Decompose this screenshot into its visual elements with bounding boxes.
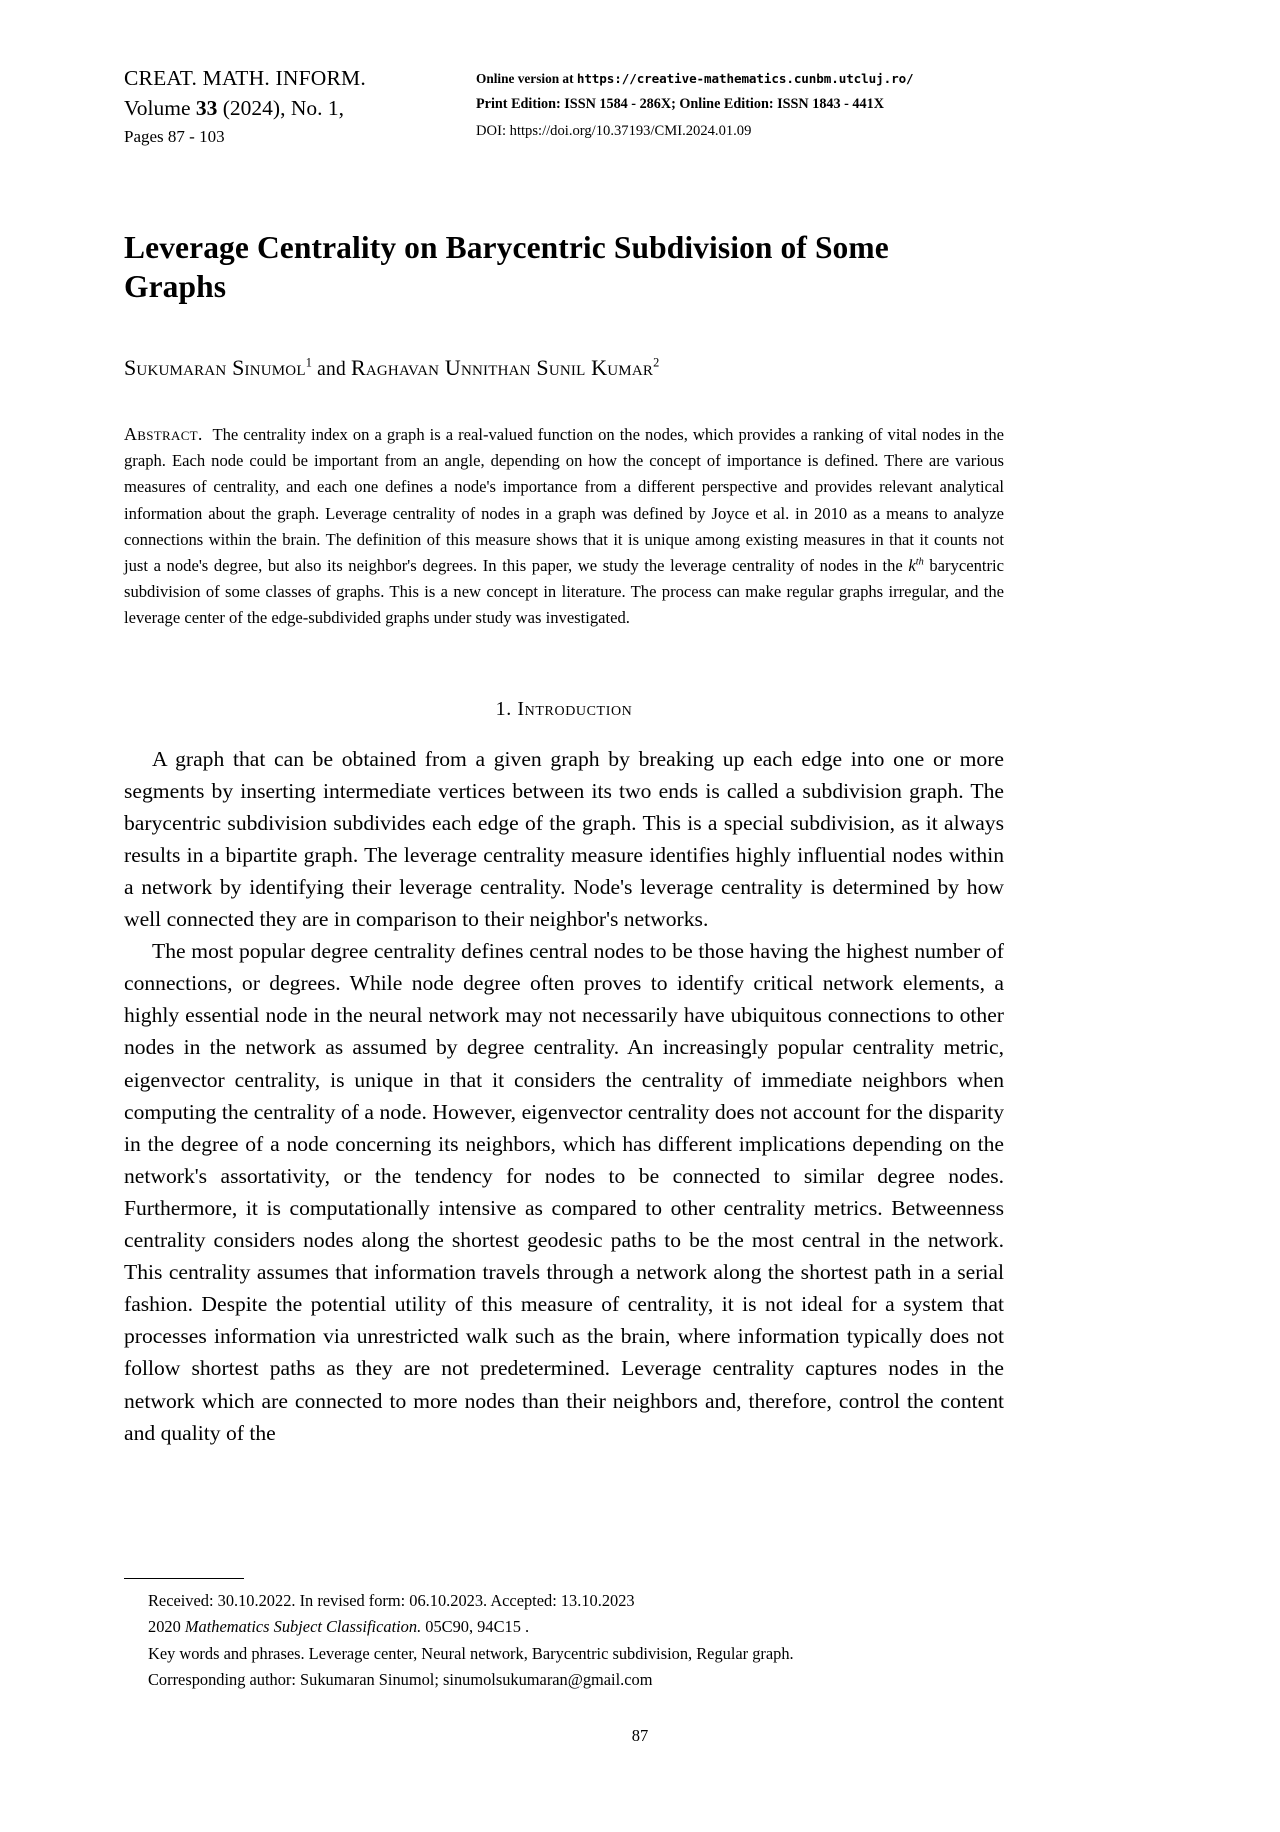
msc-codes: 05C90, 94C15 . xyxy=(421,1617,530,1637)
abstract-label: Abstract. xyxy=(124,424,203,444)
author-conjunction: and xyxy=(312,359,351,380)
footnote-corresponding-author: Corresponding author: Sukumaran Sinumol; sinumolsukumaran@gmail.com xyxy=(148,1670,653,1690)
section-heading-introduction xyxy=(124,698,1004,721)
author-second-affiliation-marker: 2 xyxy=(653,355,660,370)
volume-suffix: (2024), No. 1, xyxy=(217,96,344,120)
journal-pages: Pages 87 - 103 xyxy=(124,127,225,146)
issn-line: Print Edition: ISSN 1584 - 286X; Online Edition: ISSN 1843 - 441X xyxy=(476,96,884,112)
body-paragraph-1: A graph that can be obtained from a given graph by breaking up each edge into one or more segments by inserting intermediate vertices between its two ends is called a subdivision graph. The barycentric subdivision subdivides each edge of the graph. This is a special subdivision, as it always results in a bipartite graph. The leverage centrality measure identifies highly influential nodes within a network by identifying their leverage centrality. Node's leverage centrality is determined by how well connected they are in comparison to their neighbor's networks. xyxy=(124,746,1004,932)
footnote-block xyxy=(148,1588,1008,1694)
footnote-separator-rule xyxy=(124,1578,244,1579)
journal-masthead xyxy=(124,0,1004,176)
journal-volume xyxy=(124,93,464,123)
author-first-affiliation-marker: 1 xyxy=(305,355,313,370)
page-content xyxy=(124,0,1004,1449)
abstract-text-part-2: barycentric subdivision of some classes of graphs. This is a new concept in literature. The process can make regular graphs irregular, and the leverage center of the edge-subdivided graphs under study was investigated. xyxy=(124,556,1004,628)
masthead-right-column xyxy=(476,66,1016,145)
masthead-left-column xyxy=(124,64,464,150)
msc-year: 2020 xyxy=(148,1617,185,1637)
section-name: Introduction xyxy=(517,697,633,720)
page-number: 87 xyxy=(631,1726,649,1745)
volume-number: 33 xyxy=(195,96,218,120)
online-version-label: Online version at xyxy=(476,71,577,86)
abstract-block xyxy=(124,421,1004,632)
journal-name: CREAT. MATH. INFORM. xyxy=(124,66,366,90)
online-version-line xyxy=(476,66,1016,91)
math-superscript-th: th xyxy=(915,556,924,568)
footnote-received-dates: Received: 30.10.2022. In revised form: 06.10.2023. Accepted: 13.10.2023 xyxy=(148,1591,635,1610)
journal-url[interactable]: https://creative-mathematics.cunbm.utcluj.ro/ xyxy=(576,71,914,86)
author-second: Raghavan Unnithan Sunil Kumar xyxy=(350,355,654,380)
footnote-keywords: Key words and phrases. Leverage center, Neural network, Barycentric subdivision, Regular graph. xyxy=(148,1643,794,1663)
author-first: Sukumaran Sinumol xyxy=(124,355,306,380)
author-list xyxy=(124,353,1004,385)
abstract-text-part-1: The centrality index on a graph is a real-valued function on the nodes, which provides a ranking of vital nodes in the graph. Each node could be important from an angle, depending on how the concept of importance is defined. There are various measures of centrality, and each one defines a node's importance from a different perspective and provides relevant analytical information about the graph. Leverage centrality of nodes in a graph was defined by Joyce et al. in 2010 as a means to analyze connections within the brain. The definition of this measure shows that it is unique among existing measures in that it counts not just a node's degree, but also its neighbor's degrees. In this paper, we study the leverage centrality of nodes in the xyxy=(124,425,1004,576)
msc-label: Mathematics Subject Classification. xyxy=(184,1617,422,1637)
footnote-msc xyxy=(148,1614,1008,1640)
math-symbol-k: k xyxy=(908,556,916,576)
body-text xyxy=(124,743,1004,1449)
section-number: 1. xyxy=(495,697,512,720)
doi-line[interactable]: DOI: https://doi.org/10.37193/CMI.2024.01.09 xyxy=(476,123,752,139)
abstract-math-k xyxy=(908,556,923,575)
volume-prefix: Volume xyxy=(124,96,196,120)
paper-title: Leverage Centrality on Barycentric Subdivision of Some Graphs xyxy=(124,230,889,304)
body-paragraph-2: The most popular degree centrality defines central nodes to be those having the highest number of connections, or degrees. While node degree often proves to identify critical network elements, a highly essential node in the neural network may not necessarily have ubiquitous connections to other nodes in the network as assumed by degree centrality. An increasingly popular centrality metric, eigenvector centrality, is unique in that it considers the centrality of immediate neighbors when computing the centrality of a node. However, eigenvector centrality does not account for the disparity in the degree of a node concerning its neighbors, which has different implications depending on the network's assortativity, or the tendency for nodes to be connected to similar degree nodes. Furthermore, it is computationally intensive as compared to other centrality metrics. Betweenness centrality considers nodes along the shortest geodesic paths to be the most central in the network. This centrality assumes that information travels through a network along the shortest path in a serial fashion. Despite the potential utility of this measure of centrality, it is not ideal for a system that processes information via unrestricted walk such as the brain, where information typically does not follow shortest paths as they are not predetermined. Leverage centrality captures nodes in the network which are connected to more nodes than their neighbors and, therefore, control the content and quality of the xyxy=(124,939,1004,1445)
